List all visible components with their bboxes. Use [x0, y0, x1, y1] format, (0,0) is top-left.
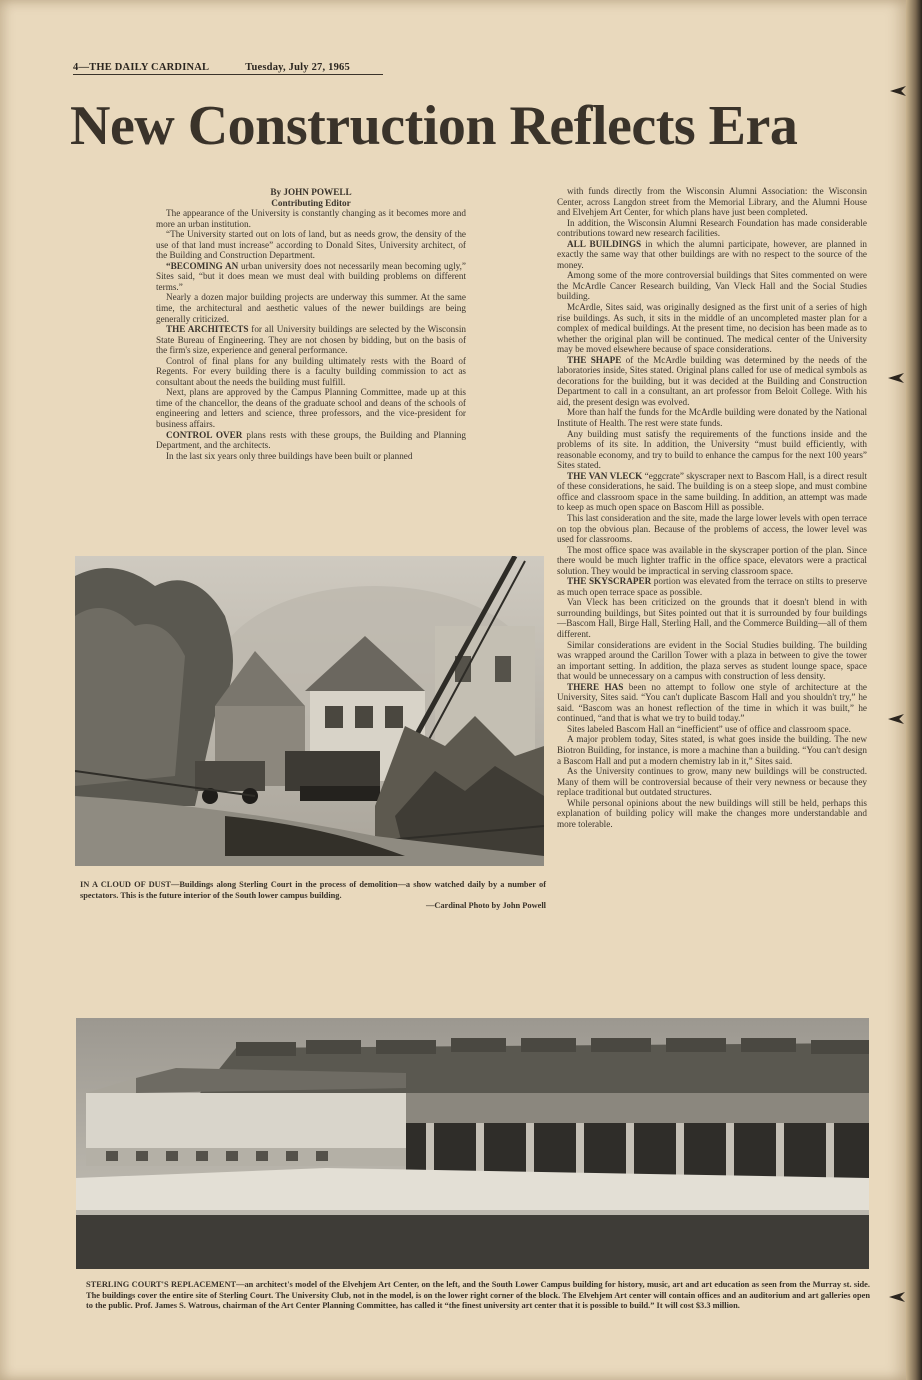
- article-paragraph: [557, 682, 867, 724]
- article-paragraph: [156, 356, 466, 388]
- article-column-right: [557, 186, 867, 829]
- article-paragraph: [156, 387, 466, 429]
- article-paragraph: [557, 471, 867, 513]
- paragraph-text: A major problem today, Sites stated, is what goes inside the building. The new Biotron Building, for instance, is more a machine than a building. “You can't design a Bascom Hall and put a modern chemistry lab in it,” Sites said.: [557, 734, 867, 766]
- article-paragraph: [557, 597, 867, 639]
- article-paragraph: [557, 218, 867, 239]
- article-paragraph: [557, 270, 867, 302]
- paragraph-text: been no attempt to follow one style of architecture at the University, Sites said. “You can't duplicate Bascom Hall and you shouldn't try,” he said. “Bascom was an honest reflection of the time in which it was built,” he continued, “and that is what we try to build today.”: [557, 681, 868, 724]
- article-paragraph: [557, 798, 867, 830]
- article-paragraph: [156, 261, 466, 293]
- article-paragraph: [557, 513, 867, 545]
- paragraph-lead-in: THE ARCHITECTS: [166, 324, 249, 335]
- byline-role: Contributing Editor: [271, 197, 351, 208]
- paragraph-text: Sites labeled Bascom Hall an “inefficient” use of office and classroom space.: [567, 723, 851, 734]
- paragraph-text: More than half the funds for the McArdle building were donated by the National Institute of Health. The rest were state funds.: [557, 407, 867, 429]
- paragraph-lead-in: THE SHAPE: [567, 354, 622, 365]
- paragraph-text: portion was elevated from the terrace on stilts to preserve as much open terrace space as possible.: [557, 576, 867, 597]
- paragraph-text: urban university does not necessarily mean becoming ugly,” Sites said, “but it does mean we must deal with building problems on different terms.”: [156, 260, 467, 292]
- paper-name: 4—THE DAILY CARDINAL: [73, 62, 210, 73]
- article-paragraph: [156, 430, 466, 451]
- paragraph-text: In the last six years only three buildings have been built or planned: [166, 450, 413, 461]
- paragraph-lead-in: “BECOMING AN: [166, 260, 239, 271]
- paragraph-lead-in: THE SKYSCRAPER: [567, 576, 652, 587]
- paragraph-text: in which the alumni participate, however, are planned in exactly the same way that other buildings are with no respect to the source of the money.: [557, 238, 868, 270]
- article-paragraph: [557, 355, 867, 408]
- paragraph-text: “eggcrate” skyscraper next to Bascom Hall, is a direct result of these considerations, he said. The building is on a steep slope, and must combine office and classroom space in the same building. In addition, an attempt was made to keep as much open space on Bascom Hill as possible.: [557, 470, 868, 513]
- paragraph-lead-in: ALL BUILDINGS: [567, 238, 642, 249]
- article-paragraph: [557, 640, 867, 682]
- demolition-photo-image: [75, 556, 544, 866]
- paragraph-text: of the McArdle building was determined by the needs of the laboratories inside, Sites stated. Original plans called for use of medical symbols as decorations for the building, but it was decided at the Building and Construction Department to call in a consultant, an art professor from Beloit College. With his aid, the present design was evolved.: [557, 354, 867, 407]
- paragraph-lead-in: CONTROL OVER: [166, 429, 243, 440]
- paragraph-text: Next, plans are approved by the Campus Planning Committee, made up at this time of the chancellor, the deans of the graduate school and deans of the schools of engineering and letters and science, three professors, and the vice-president for business affairs.: [156, 387, 466, 430]
- demolition-photo: [75, 556, 544, 866]
- paragraph-text: While personal opinions about the new buildings will still be held, perhaps this explanation of building policy will make the changes more understandable and more tolerable.: [557, 797, 867, 829]
- article-paragraph: [156, 208, 466, 229]
- right-paragraphs: [557, 186, 867, 829]
- article-paragraph: [557, 766, 867, 798]
- article-paragraph: [156, 292, 466, 324]
- article-paragraph: [557, 302, 867, 355]
- binder-tab: [888, 714, 904, 724]
- article-paragraph: [557, 407, 867, 428]
- paragraph-text: Any building must satisfy the requirements of the functions inside and the problems of its site. In addition, the University “must build efficiently, with reasonable economy, and try to build to enhance the campus for the next 100 years” Sites stated.: [557, 428, 867, 471]
- article-paragraph: [557, 545, 867, 577]
- photo-credit: —Cardinal Photo by John Powell: [425, 901, 546, 911]
- article-paragraph: [557, 186, 867, 218]
- masthead: [73, 62, 383, 75]
- page-edge: [906, 0, 922, 1380]
- paragraph-text: for all University buildings are selected by the Wisconsin State Bureau of Engineering. They are not chosen by bidding, but on the basis of the firm's size, experience and general performance.: [156, 324, 467, 356]
- paragraph-text: Nearly a dozen major building projects are underway this summer. At the same time, the architectural and aesthetic values of the newer buildings are being generally criticized.: [156, 292, 466, 324]
- paragraph-lead-in: THERE HAS: [567, 681, 624, 692]
- paragraph-text: In addition, the Wisconsin Alumni Research Foundation has made considerable contributions toward new research facilities.: [557, 217, 867, 239]
- article-paragraph: [557, 734, 867, 766]
- paragraph-text: McArdle, Sites said, was originally designed as the first unit of a series of high rise buildings. As such, it sits in the middle of an uncompleted master plan for a complex of medical buildings. At the present time, no decision has been made as to whether the original plan will be continued. The medical center of the University may be moved elsewhere because of space considerations.: [557, 302, 867, 355]
- paragraph-text: The appearance of the University is constantly changing as it becomes more and more an urban institution.: [156, 208, 466, 229]
- article-paragraph: [557, 724, 867, 735]
- binder-tab: [888, 373, 904, 383]
- article-paragraph: [557, 239, 867, 271]
- paragraph-text: Control of final plans for any building ultimately rests with the Board of Regents. For every building there is a faculty building commission to act as consultant about the needs the building must fulfill.: [156, 355, 466, 387]
- binder-tab: [889, 1292, 905, 1302]
- article-column-left: [156, 187, 466, 461]
- model-photo-caption: STERLING COURT'S REPLACEMENT—an architect's model of the Elvehjem Art Center, on the left, and the South Lower Campus building for history, music, art and art education as seen from the Murray st. side. The buildings cover the entire site of Sterling Court. The University Club, not in the model, is on the lower right corner of the block. The Elvehjem Art center will contain offices and an auditorium and art galleries open to the public. Prof. James S. Watrous, chairman of the Art Center Planning Committee, has called it “the finest university art center that it is possible to build.” It will cost $3.3 million.: [86, 1280, 870, 1311]
- paragraph-lead-in: THE VAN VLECK: [567, 470, 643, 481]
- article-paragraph: [156, 324, 466, 356]
- architect-model-image: [76, 1018, 869, 1269]
- paragraph-text: The most office space was available in the skyscraper portion of the plan. Since there would be much lighter traffic in the office space, elevators were a practical solution. They would be impractical in serving classroom space.: [557, 544, 867, 576]
- architect-model-photo: [76, 1018, 869, 1269]
- left-paragraphs: [156, 208, 466, 461]
- paragraph-text: Among some of the more controversial buildings that Sites commented on were the McArdle Cancer Research building, Van Vleck Hall and the Social Studies building.: [557, 270, 867, 302]
- demolition-caption-text: IN A CLOUD OF DUST—Buildings along Sterling Court in the process of demolition—a show watched daily by a number of spectators. This is the future interior of the South lower campus building.: [80, 880, 546, 900]
- paragraph-text: This last consideration and the site, made the large lower levels with open terrace on top the obvious plan. Because of the problems of access, the lower level was used for classrooms.: [557, 512, 867, 545]
- paragraph-text: Van Vleck has been criticized on the grounds that it doesn't blend in with surrounding buildings, but Sites pointed out that it is surrounded by four buildings—Bascom Hall, Birge Hall, Sterling Hall, and the Commerce Building—all of them different.: [557, 597, 867, 639]
- binder-tab: [890, 86, 906, 96]
- headline: New Construction Reflects Era: [70, 95, 798, 157]
- paragraph-text: Similar considerations are evident in the Social Studies building. The building was wrapped around the Carillon Tower with a plaza in between to give the tower an important setting. In addition, the plaza serves as student lounge space, space that would be unnecessary on a campus with construction of less density.: [557, 639, 867, 682]
- paragraph-text: “The University started out on lots of land, but as needs grow, the density of the use of that land must increase” according to Donald Sites, University architect, of the Building and Construction Department.: [156, 229, 466, 261]
- article-paragraph: [156, 451, 466, 462]
- article-paragraph: [557, 576, 867, 597]
- article-paragraph: [557, 429, 867, 471]
- issue-date: Tuesday, July 27, 1965: [245, 62, 350, 73]
- byline-author: By JOHN POWELL: [270, 187, 352, 197]
- demolition-photo-caption: [80, 880, 546, 912]
- article-paragraph: [156, 229, 466, 261]
- paragraph-text: with funds directly from the Wisconsin Alumni Association: the Wisconsin Center, across Langdon street from the Memorial Library, and the Alumni House and Elvehjem Art Center, for which plans have just been completed.: [557, 186, 867, 218]
- paragraph-text: As the University continues to grow, many new buildings will be constructed. Many of them will be controversial because of their very newness or because they replace traditional but outdated structures.: [557, 766, 867, 798]
- paragraph-text: plans rests with these groups, the Building and Planning Department, and the architects.: [156, 429, 466, 451]
